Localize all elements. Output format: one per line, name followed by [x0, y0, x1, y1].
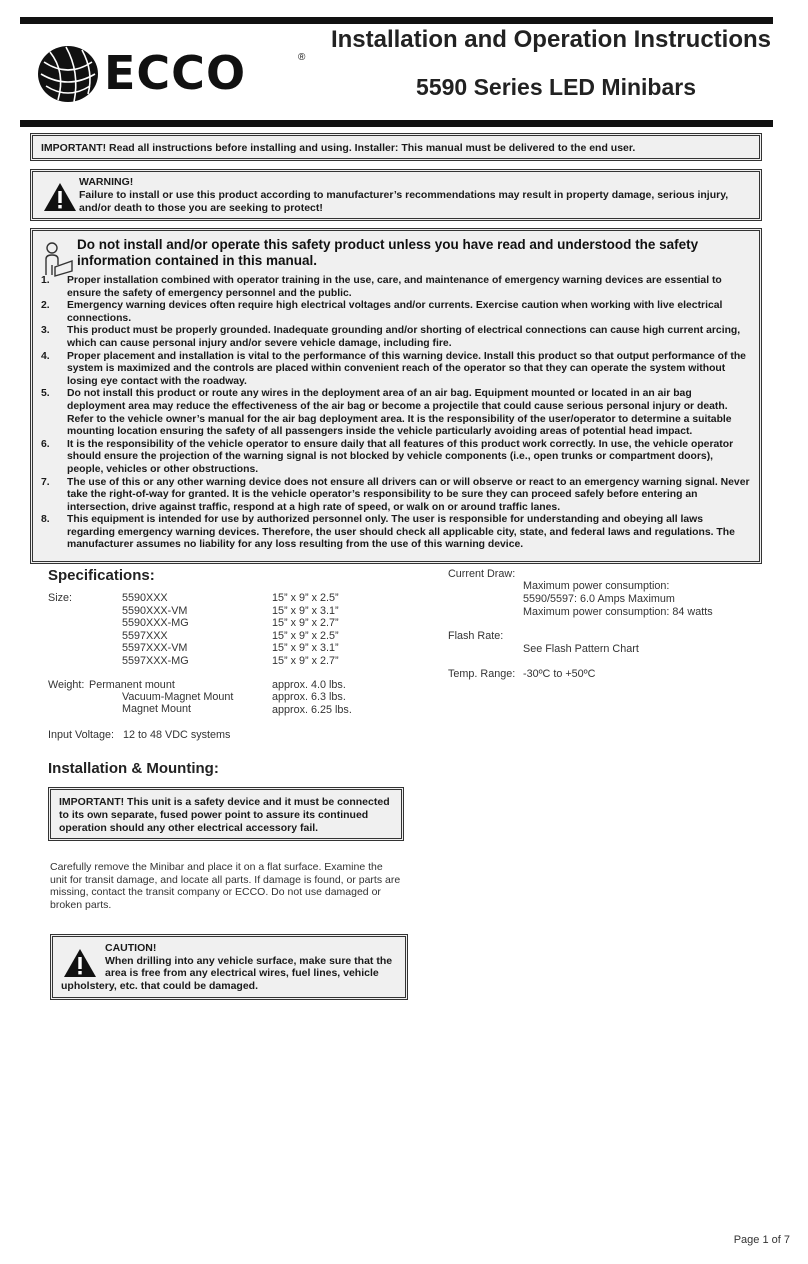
specifications-heading: Specifications: — [48, 567, 155, 584]
size-models — [122, 592, 189, 668]
model-dims: 15” x 9” x 3.1” — [272, 642, 339, 655]
brand-wordmark: ECCO — [104, 46, 247, 100]
weight-mount: Vacuum-Magnet Mount — [122, 691, 234, 703]
list-item — [41, 351, 751, 389]
model-name: 5590XXX — [122, 592, 168, 604]
list-item — [41, 388, 751, 438]
current-draw-line: 5590/5597: 6.0 Amps Maximum — [523, 592, 675, 605]
temp-range-label: Temp. Range: — [448, 668, 516, 680]
installation-heading: Installation & Mounting: — [48, 760, 219, 777]
page-number: Page 1 of 7 — [733, 1234, 790, 1246]
current-draw-line: Maximum power consumption: — [523, 580, 670, 592]
model-dims: 15” x 9” x 2.5” — [272, 629, 339, 642]
model-name: 5597XXX-MG — [122, 654, 189, 667]
safety-info-box — [30, 228, 762, 564]
list-item — [41, 300, 751, 325]
item-number: 1. — [41, 275, 50, 286]
item-text: This equipment is intended for use by authorized personnel only. The user is responsible for understanding and obeying all laws regarding emergency warning devices. Therefore, the user should check all applicable city, state, and federal laws and regulations. The manufacturer assumes no liability for any loss resulting from the use of this warning device. — [67, 514, 735, 551]
item-number: 7. — [41, 476, 50, 488]
item-text: Do not install this product or route any wires in the deployment area of an air bag. Equipment mounted or located in an air bag deployment area may reduce the effectiveness of the air bag or become a projectile that could cause serious personal injury or death. Refer to the vehicle owner’s manual for the air bag deployment area. It is the responsibility of the user/operator to determine a suitable mounting location ensuring the safety of all passengers inside the vehicle particularly avoiding areas of potential head impact. — [67, 388, 732, 438]
safety-heading: Do not install and/or operate this safety product unless you have read and understood the safety information contained in this manual. — [77, 237, 699, 268]
item-text: Proper placement and installation is vital to the performance of this warning device. Install this product so that output performance of the system is maximized and the controls are placed within convenient reach of the operator so that they can operate the system without losing eye contact with the roadway. — [67, 350, 746, 387]
item-number: 2. — [41, 300, 50, 312]
read-manual-icon — [43, 241, 75, 277]
model-name: 5590XXX-VM — [122, 604, 188, 617]
item-number: 6. — [41, 438, 50, 450]
warning-title: WARNING! — [79, 176, 134, 188]
input-voltage-value: 12 to 48 VDC systems — [123, 729, 231, 741]
item-text: It is the responsibility of the vehicle operator to ensure daily that all features of this product work correctly. In use, the vehicle operator should ensure the projection of the warning signal is not blocked by vehicle components (i.e., open trunks or compartment doors), people, vehicles or other obstructions. — [67, 438, 734, 475]
warning-text: Failure to install or use this product according to manufacturer’s recommendations may result in property damage, serious injury, and/or death to those you are seeking to protect! — [79, 189, 729, 214]
flash-rate-label: Flash Rate: — [448, 630, 504, 642]
model-dims: 15” x 9” x 2.5” — [272, 592, 339, 604]
weight-mount: Permanent mount — [89, 679, 175, 691]
current-draw-label: Current Draw: — [448, 568, 516, 580]
model-dims: 15” x 9” x 2.7” — [272, 654, 339, 667]
list-item — [41, 514, 751, 552]
registered-mark: ® — [298, 52, 306, 63]
caution-text: When drilling into any vehicle surface, make sure that the area is free from any electrical wires, fuel lines, vehicle upholstery, etc. that could be damaged. — [61, 954, 393, 992]
warning-box — [30, 169, 762, 221]
flash-rate-value: See Flash Pattern Chart — [523, 643, 639, 655]
model-dims: 15” x 9” x 3.1” — [272, 604, 339, 617]
caution-box — [50, 934, 408, 1000]
item-text: The use of this or any other warning device does not ensure all drivers can or will observe or react to an emergency warning signal. Never take the right-of-way for granted. It is the vehicle operator’s responsibility to be sure they can proceed safely before entering an intersection, drive against traffic, respond at a high rate of speed, or walk on or around traffic lanes. — [67, 476, 750, 513]
warning-triangle-icon — [63, 948, 97, 978]
header-rule — [20, 120, 773, 127]
list-item — [41, 275, 751, 300]
model-dims: 15” x 9” x 2.7” — [272, 617, 339, 630]
item-text: Emergency warning devices often require high electrical voltages and/or currents. Exercise caution when working with live electrical connections. — [67, 300, 723, 324]
temp-range-value: -30ºC to +50ºC — [523, 668, 596, 680]
install-paragraph: Carefully remove the Minibar and place it on a flat surface. Examine the unit for transit damage, and locate all parts. If damage is found, or parts are missing, contact the transit company or ECCO. Do not use damaged or broken parts. — [50, 861, 401, 911]
item-number: 3. — [41, 325, 50, 337]
safety-list — [41, 275, 751, 552]
page-subtitle: 5590 Series LED Minibars — [416, 74, 696, 100]
globe-icon — [36, 42, 100, 106]
weight-values — [272, 679, 352, 716]
weight-label: Weight: — [48, 679, 85, 691]
warning-triangle-icon — [43, 182, 77, 212]
size-dimensions — [272, 592, 339, 668]
item-number: 4. — [41, 350, 50, 362]
list-item — [41, 325, 751, 350]
item-number: 8. — [41, 514, 50, 526]
size-label: Size: — [48, 592, 73, 604]
important-notice: IMPORTANT! Read all instructions before installing and using. Installer: This manual must be delivered to the end user. — [30, 133, 762, 161]
weight-value: approx. 4.0 lbs. — [272, 679, 346, 691]
weight-mount: Magnet Mount — [122, 703, 192, 715]
weight-value: approx. 6.3 lbs. — [272, 691, 346, 704]
model-name: 5590XXX-MG — [122, 617, 189, 630]
list-item — [41, 439, 751, 477]
install-important-box: IMPORTANT! This unit is a safety device and it must be connected to its own separate, fused power point to assure its continued operation should any other electrical accessory fail. — [48, 787, 404, 841]
item-text: This product must be properly grounded. Inadequate grounding and/or shorting of electrical connections can cause high current arcing, which can cause personal injury and/or severe vehicle damage, including fire. — [67, 325, 741, 349]
input-voltage-label: Input Voltage: — [48, 729, 115, 741]
weight-value: approx. 6.25 lbs. — [272, 703, 352, 716]
caution-title: CAUTION! — [105, 942, 157, 954]
item-text: Proper installation combined with operator training in the use, care, and maintenance of emergency warning devices are essential to ensure the safety of emergency personnel and the public. — [67, 275, 722, 299]
current-draw-values — [523, 580, 713, 618]
page-title: Installation and Operation Instructions — [330, 26, 771, 53]
item-number: 5. — [41, 388, 50, 400]
top-rule — [20, 17, 773, 24]
list-item — [41, 477, 751, 515]
model-name: 5597XXX-VM — [122, 642, 188, 655]
current-draw-line: Maximum power consumption: 84 watts — [523, 605, 713, 618]
model-name: 5597XXX — [122, 629, 168, 642]
